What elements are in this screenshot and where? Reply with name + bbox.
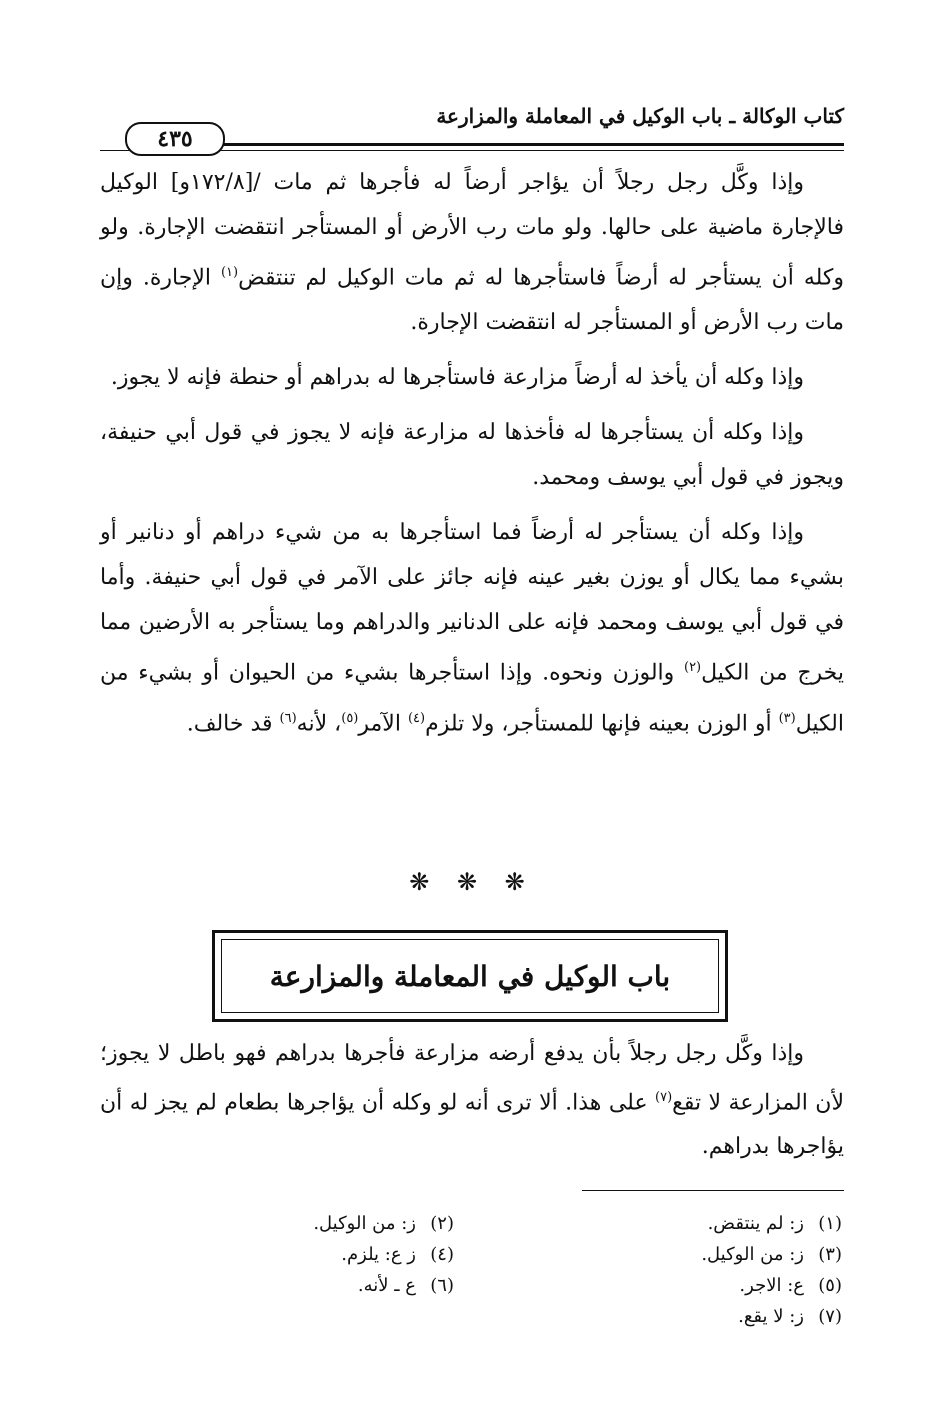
footnote-ref: (٤)	[407, 710, 426, 726]
running-header: كتاب الوكالة ـ باب الوكيل في المعاملة والمزارعة	[436, 104, 844, 128]
paragraph-text: وإذا وكله أن يستأجرها له فأخذها له مزارعة فإنه لا يجوز في قول أبي حنيفة، ويجوز في قول أبي يوسف ومحمد.	[100, 420, 844, 491]
footnote	[701, 1208, 842, 1239]
footnote-ref: (٦)	[279, 710, 297, 726]
footnote	[313, 1239, 454, 1270]
footnote	[701, 1239, 842, 1270]
paragraph-text: وإذا وكله أن يستأجر له أرضاً فما استأجرها به من شيء دراهم أو دنانير أو بشيء مما يكال أو يوزن بغير عينه فإنه جائز على الآمر في قول أبي حنيفة. وأما في قول أبي يوسف ومحمد فإنه على الدنانير والدراهم وما يستأجر به الأرضين مما يخرج من الكيل	[100, 520, 844, 686]
footnote	[701, 1270, 842, 1301]
page-number: ٤٣٥	[125, 122, 225, 156]
footnote-text: ز: من الوكيل.	[313, 1213, 416, 1234]
footnote-text: ز: لا يقع.	[738, 1306, 804, 1327]
footnote-number: (٢)	[430, 1213, 454, 1234]
footnotes-right-column	[701, 1208, 842, 1332]
footnote-number: (٥)	[818, 1275, 842, 1296]
footnote-number: (٦)	[430, 1275, 454, 1296]
paragraph-text: أو الوزن بعينه فإنها للمستأجر، ولا تلزم	[425, 710, 779, 736]
footnote	[701, 1301, 842, 1332]
paragraph-text: وإذا وكله أن يأخذ له أرضاً مزارعة فاستأجرها له بدراهم أو حنطة فإنه لا يجوز.	[110, 365, 804, 391]
footnote-rule	[582, 1190, 844, 1191]
section-title: باب الوكيل في المعاملة والمزارعة	[269, 959, 671, 993]
footnote-ref: (٣)	[778, 710, 796, 726]
main-text	[100, 160, 844, 756]
paragraph-text: وإذا وكَّل رجل رجلاً بأن يدفع أرضه مزارعة فأجرها بدراهم فهو باطل لا يجوز؛ لأن المزارعة لا تقع	[100, 1041, 844, 1116]
paragraph	[100, 355, 844, 400]
paragraph-text: على هذا. ألا ترى أنه لو وكله أن يؤاجرها بطعام لم يجز له أن يؤاجرها بدراهم.	[100, 1090, 844, 1160]
section-title-frame	[212, 930, 728, 1022]
section-title-inner-frame	[221, 939, 719, 1013]
footnote-number: (٤)	[430, 1244, 454, 1265]
paragraph	[100, 510, 844, 746]
header-rule-thick	[190, 143, 844, 146]
paragraph	[100, 410, 844, 500]
footnotes-left-column	[313, 1208, 454, 1301]
paragraph-text: قد خالف.	[186, 710, 280, 736]
footnote-text: ز: لم ينتقض.	[707, 1213, 804, 1234]
section-text	[100, 1032, 844, 1169]
paragraph	[100, 160, 844, 345]
footnote	[313, 1208, 454, 1239]
paragraph-text: وإذا وكَّل رجل رجلاً أن يؤاجر أرضاً له فأجرها ثم مات /[١٧٢/٨و] الوكيل فالإجارة ماضية على حالها. ولو مات رب الأرض أو المستأجر انتقضت الإجارة. ولو وكله أن يستأجر له أرضاً فاستأجرها له ثم مات الوكيل لم تنتقض	[100, 170, 844, 291]
footnote-text: ع ـ لأنه.	[357, 1275, 416, 1296]
footnote-text: ز ع: يلزم.	[341, 1244, 416, 1265]
footnote-ref: (١)	[220, 265, 239, 280]
footnote-ref: (٥)	[341, 710, 359, 726]
footnote-number: (٣)	[818, 1244, 842, 1265]
paragraph-text: الإجارة. وإن مات رب الأرض أو المستأجر له انتقضت الإجارة.	[100, 265, 844, 336]
footnote-text: ع: الاجر.	[739, 1275, 804, 1296]
footnote-number: (١)	[818, 1213, 842, 1234]
footnote-ref: (٢)	[683, 660, 702, 676]
section-separator: ❋ ❋ ❋	[409, 868, 535, 896]
paragraph	[100, 1032, 844, 1169]
paragraph-text: والوزن ونحوه. وإذا استأجرها بشيء من الحيوان أو بشيء من الكيل	[100, 660, 844, 736]
paragraph-text: ، لأنه	[296, 710, 342, 736]
footnote-number: (٧)	[818, 1306, 842, 1327]
footnote	[313, 1270, 454, 1301]
paragraph-text: الآمر	[358, 710, 408, 736]
footnote-text: ز: من الوكيل.	[701, 1244, 804, 1265]
footnote-ref: (٧)	[655, 1090, 673, 1105]
